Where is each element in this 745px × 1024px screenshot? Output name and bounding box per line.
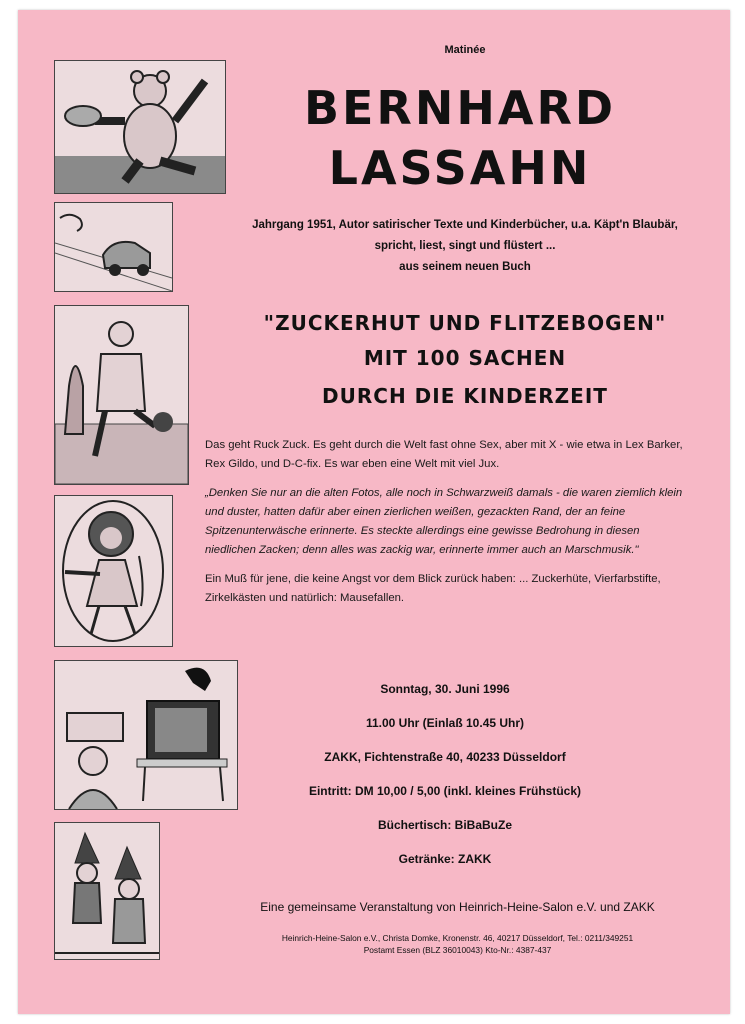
intro-line: Jahrgang 1951, Autor satirischer Texte und Kinderbücher, u.a. Käpt'n Blaubär, (252, 219, 678, 231)
intro-line: spricht, liest, singt und flüstert ... (374, 240, 556, 252)
event-time: 11.00 Uhr (Einlaß 10.45 Uhr) (365, 716, 525, 730)
book-title-line: "ZUCKERHUT UND FLITZEBOGEN" (263, 311, 667, 335)
teddy-bear-illustration (54, 60, 226, 194)
bank-details: Postamt Essen (BLZ 36010043) Kto-Nr.: 4387-437 (363, 945, 552, 955)
event-drinks: Getränke: ZAKK (398, 852, 492, 866)
intro-line: aus seinem neuen Buch (399, 261, 531, 273)
event-date: Sonntag, 30. Juni 1996 (380, 682, 510, 696)
book-subtitle-line: DURCH DIE KINDERZEIT (322, 384, 608, 408)
matinee-label: Matinée (444, 44, 486, 56)
author-intro (220, 215, 710, 278)
gnomes-illustration (54, 822, 160, 960)
description-paragraph: Ein Muß für jene, die keine Angst vor dem Blick zurück haben: ... Zuckerhüte, Vierfarbstifte, Zirkelkästen und natürlich: Mausefallen. (205, 573, 661, 604)
author-last-name: LASSAHN (328, 141, 592, 195)
car-illustration (54, 202, 173, 292)
girl-dancing-illustration (54, 495, 173, 647)
event-admission: Eintritt: DM 10,00 / 5,00 (inkl. kleines Frühstück) (308, 784, 582, 798)
television-illustration (54, 660, 238, 810)
organizers-line: Eine gemeinsame Veranstaltung von Heinrich-Heine-Salon e.V. und ZAKK (260, 900, 655, 914)
man-sitting-illustration (54, 305, 189, 485)
description-paragraph: Das geht Ruck Zuck. Es geht durch die Welt fast ohne Sex, aber mit X - wie etwa in Lex Barker, Rex Gildo, und D-C-fix. Es war eben eine Welt mit viel Jux. (205, 439, 683, 470)
description (205, 436, 693, 618)
book-subtitle-line: MIT 100 SACHEN (363, 346, 567, 370)
contact-address: Heinrich-Heine-Salon e.V., Christa Domke, Kronenstr. 46, 40217 Düsseldorf, Tel.: 0211/349251 (281, 933, 634, 943)
author-first-name: BERNHARD (303, 81, 617, 135)
event-venue: ZAKK, Fichtenstraße 40, 40233 Düsseldorf (324, 750, 566, 764)
event-book-table: Büchertisch: BiBaBuZe (377, 818, 513, 832)
book-quote: „Denken Sie nur an die alten Fotos, alle noch in Schwarzweiß damals - die waren ziemlich klein und duster, hatten dafür aber einen zierlichen weißen, gezackten Rand, der an feine Spitzenunterwäsche erinnerte. Es steckte allerdings eine gewisse Bedrohung in diesen niedlichen Zacken; denn alles was zackig war, erinnerte immer auch an Marschmusik." (205, 487, 683, 556)
contact-block (205, 932, 710, 956)
